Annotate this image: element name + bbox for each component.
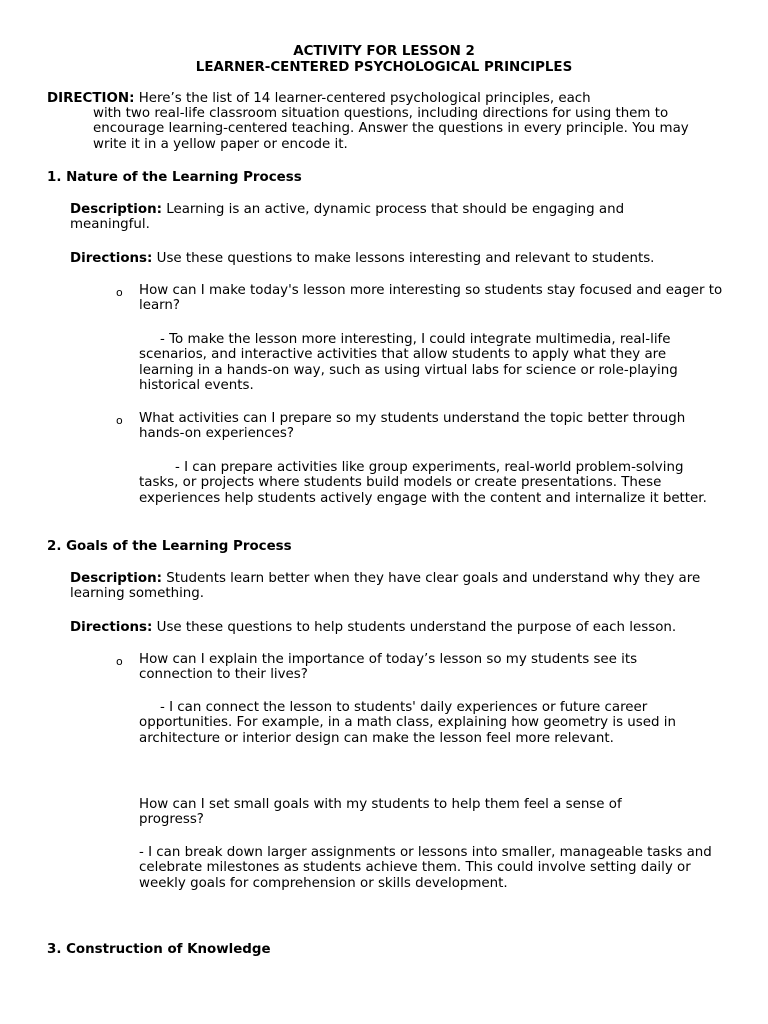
description-label: Description:	[70, 571, 162, 586]
bullet-icon: o	[116, 655, 123, 668]
direction-label: DIRECTION:	[47, 91, 135, 106]
direction-line	[47, 91, 737, 106]
bullet-icon: o	[116, 414, 123, 427]
answer-text: - I can connect the lesson to students' daily experiences or future career opportunities. For example, in a math class, explaining how geometry is used in architecture or interior design can make the lesson feel more relevant.	[139, 700, 676, 746]
directions-label: Directions:	[70, 620, 153, 635]
description-label: Description:	[70, 202, 162, 217]
question-text: How can I make today's lesson more interesting so students stay focused and eager to learn?	[139, 283, 723, 314]
bullet-icon: o	[116, 286, 123, 299]
document-title: ACTIVITY FOR LESSON 2	[293, 44, 475, 59]
directions-text: Use these questions to make lessons interesting and relevant to students.	[156, 251, 655, 266]
answer-text: - To make the lesson more interesting, I could integrate multimedia, real-life scenarios, and interactive activities that allow students to apply what they are learning in a hands-on way, such as using virtual labs for science or role-playing historical events.	[139, 332, 678, 394]
description-text: Students learn better when they have clear goals and understand why they are learning something.	[70, 571, 701, 602]
description-paragraph	[70, 202, 670, 233]
question-text: How can I set small goals with my students to help them feel a sense of progress?	[139, 797, 622, 828]
directions-paragraph	[70, 620, 750, 635]
direction-text-rest: with two real-life classroom situation questions, including directions for using them to encourage learning-centered teaching. Answer the questions in every principle. You may write it in a yellow paper or encode it.	[93, 106, 689, 152]
directions-paragraph	[70, 251, 750, 266]
section-heading: 1. Nature of the Learning Process	[47, 170, 302, 185]
directions-label: Directions:	[70, 251, 153, 266]
answer-text: - I can break down larger assignments or lessons into smaller, manageable tasks and celebrate milestones as students achieve them. This could involve setting daily or weekly goals for comprehension or skills development.	[139, 845, 712, 891]
description-paragraph	[70, 571, 720, 602]
answer-text: - I can prepare activities like group experiments, real-world problem-solving tasks, or projects where students build models or create presentations. These experiences help students actively engage with the content and internalize it better.	[139, 460, 707, 506]
section-heading: 3. Construction of Knowledge	[47, 942, 271, 957]
question-text: What activities can I prepare so my students understand the topic better through hands-on experiences?	[139, 411, 686, 442]
description-text: Learning is an active, dynamic process that should be engaging and meaningful.	[70, 202, 625, 233]
question-text: How can I explain the importance of today’s lesson so my students see its connection to their lives?	[139, 652, 638, 683]
directions-text: Use these questions to help students understand the purpose of each lesson.	[156, 620, 677, 635]
direction-text-first: Here’s the list of 14 learner-centered psychological principles, each	[138, 91, 591, 106]
document-subtitle: LEARNER-CENTERED PSYCHOLOGICAL PRINCIPLES	[195, 60, 573, 75]
section-heading: 2. Goals of the Learning Process	[47, 539, 292, 554]
